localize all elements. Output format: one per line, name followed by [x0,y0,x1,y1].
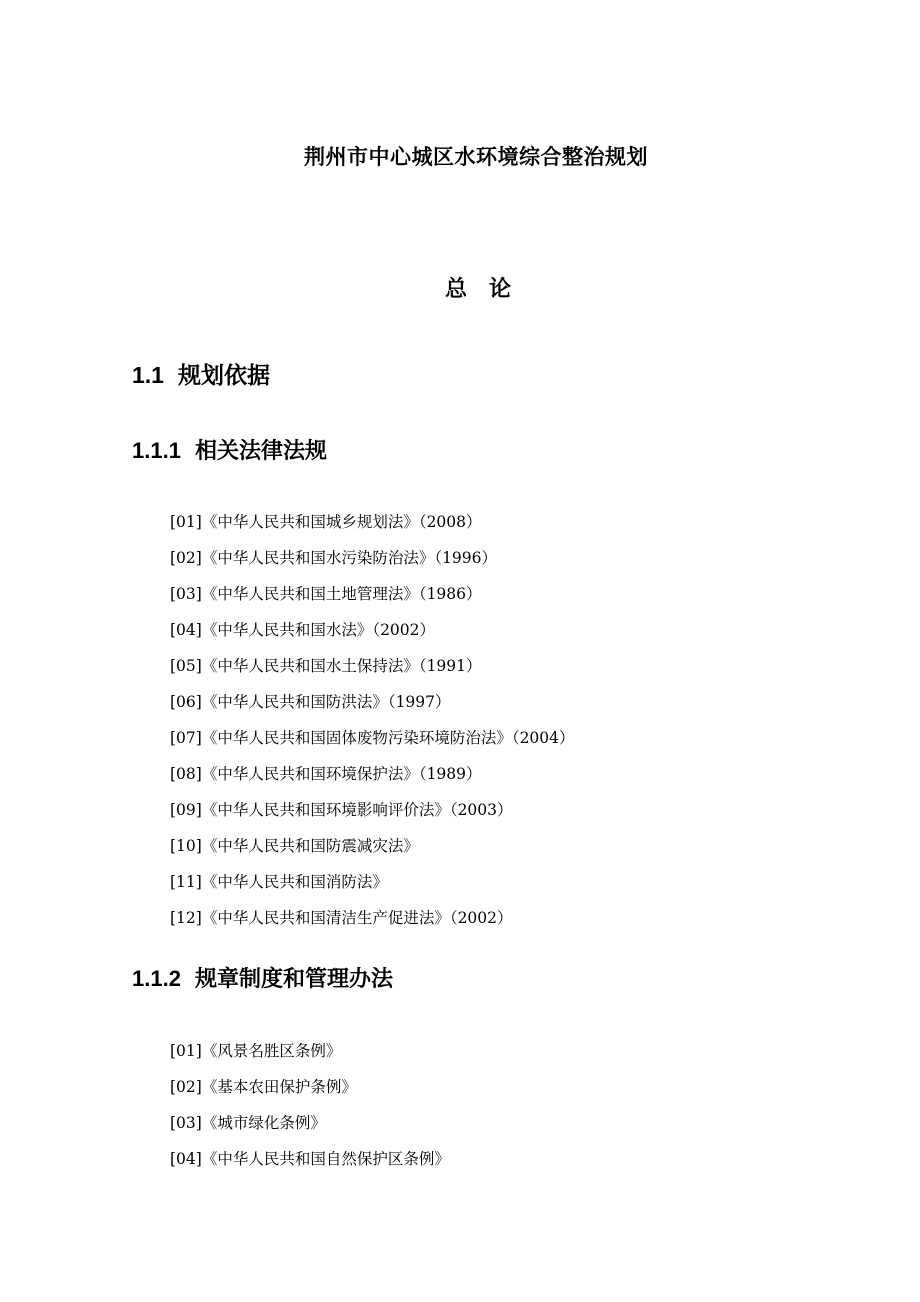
list-item: [11]《中华人民共和国消防法》 [170,873,388,891]
subsection-number: 1.1.1 [132,438,181,463]
chapter-title-left: 总 [444,277,467,302]
subsection-title: 相关法律法规 [194,439,327,464]
list-item: [02]《中华人民共和国水污染防治法》（1996） [170,549,498,567]
list-item: [02]《基本农田保护条例》 [170,1078,357,1096]
list-item: [05]《中华人民共和国水土保持法》（1991） [170,657,482,675]
list-item: [09]《中华人民共和国环境影响评价法》（2003） [170,801,513,819]
subsection-heading-regulations [132,962,393,997]
list-item: [04]《中华人民共和国水法》（2002） [170,621,436,639]
section-number: 1.1 [132,362,164,388]
list-item: [08]《中华人民共和国环境保护法》（1989） [170,765,482,783]
list-item: [07]《中华人民共和国固体废物污染环境防治法》（2004） [170,729,575,747]
list-item: [12]《中华人民共和国清洁生产促进法》（2002） [170,909,513,927]
document-title: 荆州市中心城区水环境综合整治规划 [304,145,648,169]
list-item: [06]《中华人民共和国防洪法》（1997） [170,693,451,711]
list-item: [04]《中华人民共和国自然保护区条例》 [170,1150,450,1168]
regulations-reference-list [170,1033,450,1177]
section-title: 规划依据 [177,363,270,389]
laws-reference-list [170,504,575,936]
subsection-heading-laws [132,434,327,469]
list-item: [10]《中华人民共和国防震减灾法》 [170,837,419,855]
section-heading [132,358,270,393]
chapter-title [0,274,920,306]
subsection-title: 规章制度和管理办法 [194,967,393,992]
list-item: [03]《城市绿化条例》 [170,1114,326,1132]
list-item: [01]《中华人民共和国城乡规划法》（2008） [170,513,482,531]
subsection-number: 1.1.2 [132,966,181,991]
list-item: [01]《风景名胜区条例》 [170,1042,342,1060]
chapter-title-right: 论 [489,277,512,302]
list-item: [03]《中华人民共和国土地管理法》（1986） [170,585,482,603]
